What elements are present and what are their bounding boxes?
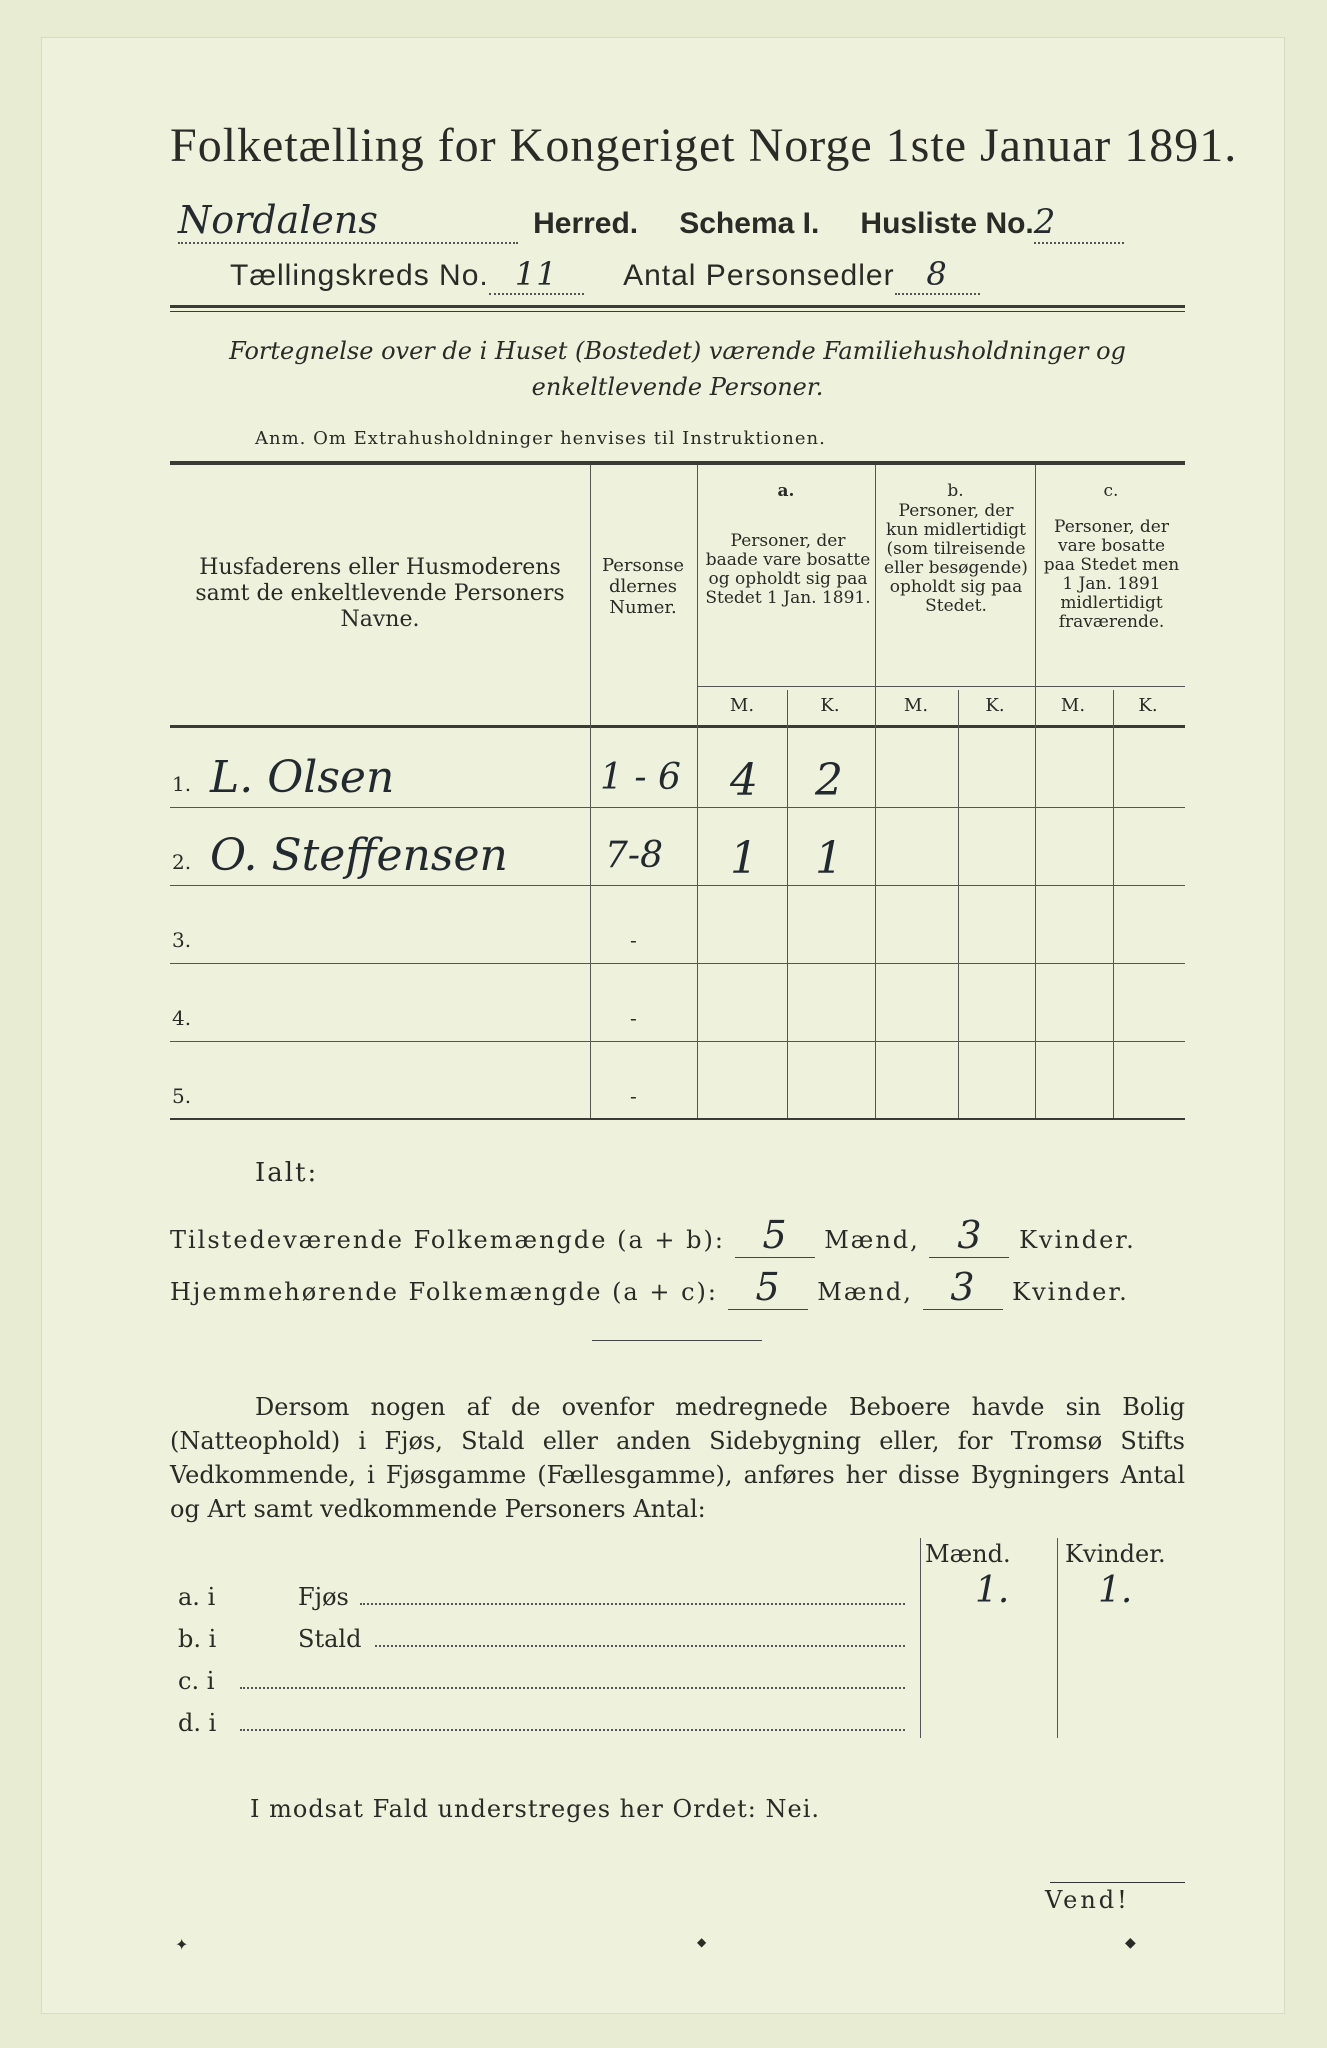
tilstede-maend-word: Mænd,: [824, 1226, 920, 1254]
vend-rule: [1050, 1882, 1185, 1883]
header-double-rule-top: [170, 305, 1185, 308]
row-2-name: O. Steffensen: [210, 830, 508, 881]
header-c-letter: c.: [1103, 481, 1119, 501]
buildings-divider-2: [1057, 1538, 1058, 1738]
kreds-label: Tællingskreds No.: [230, 259, 489, 292]
header-b: Personer, der kun midlertidigt (som tilreisende eller besøgende) opholdt sig paa Stedet.: [884, 501, 1028, 616]
b-k-label: K.: [985, 695, 1005, 716]
kreds-value: 11: [489, 255, 584, 295]
header-double-rule-bottom: [170, 311, 1185, 312]
mk-divider-a: [787, 690, 788, 1118]
hjemme-kvinder: 3: [923, 1265, 1003, 1310]
herred-label: Herred.: [533, 207, 639, 240]
mk-divider-c: [1113, 690, 1114, 1118]
building-a-maend: 1.: [975, 1570, 1010, 1611]
row-1-numer: 1 - 6: [600, 757, 681, 798]
row-1-name: L. Olsen: [210, 752, 395, 803]
tilstede-kvinder-word: Kvinder.: [1019, 1226, 1136, 1254]
header-names: Husfaderens eller Husmoderens samt de enkeltlevende Personers Navne.: [195, 555, 565, 632]
col-divider-2: [697, 465, 698, 1118]
row-5-number: 5.: [172, 1084, 192, 1108]
row-2-numer: 7-8: [605, 835, 663, 876]
row-1-a-m: 4: [730, 755, 758, 806]
building-b-label: Stald: [298, 1625, 362, 1653]
intro-text: Fortegnelse over de i Huset (Bostedet) værende Familiehusholdninger og enkeltlevende Personer.: [229, 337, 1126, 401]
vend-label: Vend!: [1045, 1886, 1130, 1914]
hjemme-kvinder-word: Kvinder.: [1012, 1278, 1129, 1306]
building-a-label: Fjøs: [298, 1583, 349, 1611]
building-a-dots: [360, 1603, 905, 1605]
building-row-a: [178, 1583, 918, 1611]
herred-value: Nordalens: [178, 198, 518, 244]
row-3-numer: -: [630, 928, 637, 952]
building-row-c: [178, 1667, 214, 1695]
header-a: Personer, der baade vare bosatte og opholdt sig paa Stedet 1 Jan. 1891.: [705, 531, 871, 608]
header-b-letter: b.: [947, 481, 964, 501]
hjemme-label: Hjemmehørende Folkemængde (a + c):: [170, 1278, 718, 1306]
row-3-number: 3.: [172, 928, 192, 952]
mk-divider-b: [958, 690, 959, 1118]
schema-label: Schema I.: [679, 207, 820, 240]
row-line-4: [170, 1041, 1185, 1042]
header-a-letter: a.: [777, 481, 795, 501]
building-a-letter: a. i: [178, 1583, 216, 1611]
building-d-letter: d. i: [178, 1709, 217, 1737]
antal-label: Antal Personsedler: [623, 259, 895, 292]
building-row-b: [178, 1625, 918, 1653]
corner-mark-center: ◆: [697, 1935, 707, 1949]
corner-mark-right: ◆: [1125, 1935, 1136, 1951]
b-m-label: M.: [903, 695, 929, 716]
a-m-label: M.: [729, 695, 755, 716]
buildings-divider-1: [920, 1538, 921, 1738]
header-c: Personer, der vare bosatte paa Stedet men 1 Jan. 1891 midlertidigt fraværende.: [1043, 517, 1180, 632]
building-d-dots: [240, 1729, 905, 1731]
hjemme-maend: 5: [728, 1265, 808, 1310]
a-k-label: K.: [820, 695, 840, 716]
row-2-number: 2.: [172, 850, 192, 874]
buildings-maend-header: Mænd.: [925, 1540, 1011, 1568]
section-divider: [592, 1340, 762, 1341]
tilstede-maend: 5: [735, 1213, 815, 1258]
husliste-label: Husliste No.: [860, 207, 1034, 240]
row-2-a-k: 1: [815, 833, 843, 884]
herred-line: [178, 198, 1188, 248]
row-5-numer: -: [630, 1084, 637, 1108]
hjemme-line: [170, 1265, 1129, 1310]
row-4-number: 4.: [172, 1006, 192, 1030]
hjemme-maend-word: Mænd,: [817, 1278, 913, 1306]
row-4-numer: -: [630, 1006, 637, 1030]
c-m-label: M.: [1060, 695, 1086, 716]
husliste-value: 2: [1034, 202, 1124, 244]
mk-header-rule: [697, 686, 1185, 687]
kreds-line: [230, 255, 1130, 299]
nei-footnote: I modsat Fald understreges her Ordet: Nei.: [250, 1795, 821, 1823]
ialt-label: Ialt:: [255, 1158, 319, 1188]
col-divider-4: [1035, 465, 1036, 1118]
c-k-label: K.: [1138, 695, 1158, 716]
anm-note: Anm. Om Extrahusholdninger henvises til Instruktionen.: [255, 428, 826, 449]
table-bottom-rule: [170, 1118, 1185, 1120]
antal-value: 8: [895, 255, 980, 295]
header-numer: Personsedlernes Numer.: [601, 555, 685, 618]
building-row-d: [178, 1709, 216, 1737]
row-line-3: [170, 963, 1185, 964]
row-1-a-k: 2: [815, 755, 843, 806]
table-top-rule: [170, 461, 1185, 465]
col-divider-1: [590, 465, 591, 1118]
building-c-letter: c. i: [178, 1667, 215, 1695]
buildings-kvinder-header: Kvinder.: [1065, 1540, 1166, 1568]
corner-mark-left: ✦: [175, 1935, 189, 1954]
tilstede-kvinder: 3: [929, 1213, 1009, 1258]
table-header-bottom-rule: [170, 725, 1185, 728]
tilstede-line: [170, 1213, 1136, 1258]
building-c-dots: [240, 1687, 905, 1689]
form-title: Folketælling for Kongeriget Norge 1ste Januar 1891.: [170, 119, 1238, 172]
row-2-a-m: 1: [730, 833, 758, 884]
buildings-paragraph: Dersom nogen af de ovenfor medregnede Beboere havde sin Bolig (Natteophold) i Fjøs, Stald eller anden Sidebygning eller, for Tromsø Stifts Vedkommende, i Fjøsgamme (Fællesgamme), anføres her disse Bygningers Antal og Art samt vedkommende Personers Antal:: [170, 1393, 1185, 1523]
row-line-2: [170, 885, 1185, 886]
building-b-letter: b. i: [178, 1625, 217, 1653]
building-a-kvinder: 1.: [1098, 1570, 1133, 1611]
tilstede-label: Tilstedeværende Folkemængde (a + b):: [170, 1226, 725, 1254]
col-divider-3: [875, 465, 876, 1118]
building-b-dots: [375, 1645, 905, 1647]
row-line-1: [170, 807, 1185, 808]
row-1-number: 1.: [172, 772, 192, 796]
